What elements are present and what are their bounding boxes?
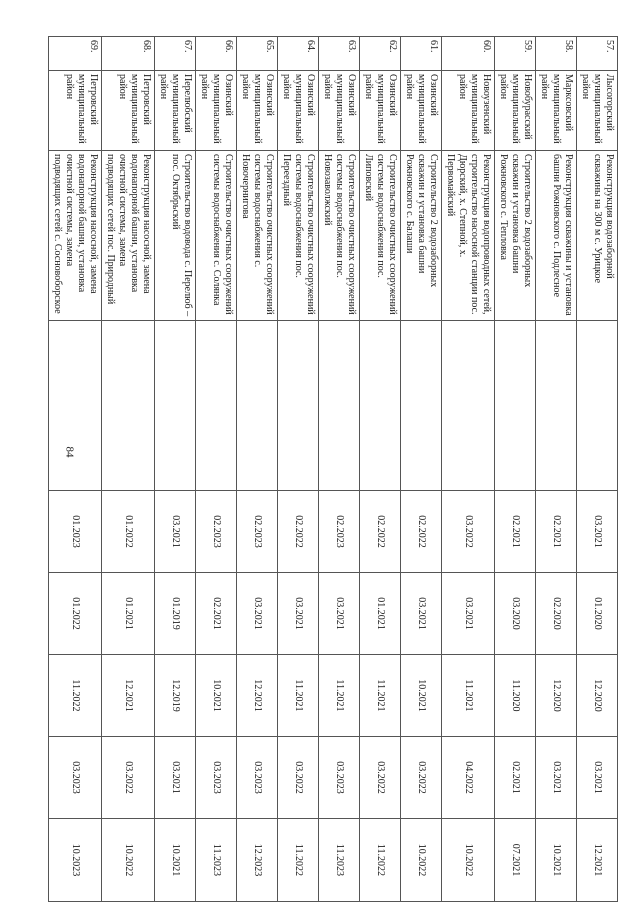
- date-cell-2: 03.2021: [237, 573, 278, 655]
- date-cell-1: 02.2021: [495, 491, 536, 573]
- table-row: [401, 37, 442, 902]
- date-cell-1: 01.2023: [49, 491, 102, 573]
- date-cell-3: 10.2021: [401, 655, 442, 737]
- district-cell: Озинский муниципальный район: [278, 71, 319, 151]
- table-row: [196, 37, 237, 902]
- date-cell-5: 11.2023: [196, 819, 237, 902]
- empty-cell: [360, 321, 401, 491]
- district-cell: Новоузенский муниципальный район: [442, 71, 495, 151]
- empty-cell: [401, 321, 442, 491]
- activity-cell: Строительство 2 водозаборных скважин и установка башни Рожновского с. Балаши: [401, 151, 442, 321]
- row-number: 58.: [536, 37, 577, 71]
- date-cell-4: 03.2023: [49, 737, 102, 819]
- date-cell-3: 10.2021: [196, 655, 237, 737]
- projects-table-body: [49, 37, 618, 902]
- activity-cell: Строительство 2 водозаборных скважин и установка башни Рожновского с. Тепловка: [495, 151, 536, 321]
- date-cell-4: 03.2023: [196, 737, 237, 819]
- empty-cell: [196, 321, 237, 491]
- district-cell: Озинский муниципальный район: [319, 71, 360, 151]
- table-row: [155, 37, 196, 902]
- date-cell-5: 10.2021: [155, 819, 196, 902]
- date-cell-2: 03.2021: [319, 573, 360, 655]
- date-cell-2: 01.2019: [155, 573, 196, 655]
- row-number: 64.: [278, 37, 319, 71]
- activity-cell: Строительство водовода с. Перелюб – пос. Октябрьский: [155, 151, 196, 321]
- empty-cell: [319, 321, 360, 491]
- activity-cell: Строительство очистных сооружений системы водоснабжения пос. Переездный: [278, 151, 319, 321]
- activity-cell: Строительство очистных сооружений системы водоснабжения пос. Новозаволжский: [319, 151, 360, 321]
- date-cell-5: 12.2023: [237, 819, 278, 902]
- empty-cell: [495, 321, 536, 491]
- district-cell: Лысогорский муниципальный район: [577, 71, 618, 151]
- row-number: 66.: [196, 37, 237, 71]
- activity-cell: Реконструкция насосной, замена водонапорной башни, установка очистной системы, замена подводящих сетей пос. Природный: [102, 151, 155, 321]
- date-cell-2: 02.2021: [196, 573, 237, 655]
- date-cell-2: 03.2021: [442, 573, 495, 655]
- date-cell-4: 03.2022: [278, 737, 319, 819]
- date-cell-4: 03.2022: [360, 737, 401, 819]
- row-number: 60.: [442, 37, 495, 71]
- date-cell-1: 02.2022: [360, 491, 401, 573]
- date-cell-3: 11.2021: [319, 655, 360, 737]
- date-cell-5: 11.2022: [360, 819, 401, 902]
- date-cell-4: 04.2022: [442, 737, 495, 819]
- date-cell-2: 01.2021: [102, 573, 155, 655]
- date-cell-3: 12.2021: [102, 655, 155, 737]
- table-row: [237, 37, 278, 902]
- date-cell-5: 11.2023: [319, 819, 360, 902]
- row-number: 59.: [495, 37, 536, 71]
- date-cell-2: 03.2021: [278, 573, 319, 655]
- table-row: [442, 37, 495, 902]
- row-number: 67.: [155, 37, 196, 71]
- table-row: [495, 37, 536, 902]
- empty-cell: [155, 321, 196, 491]
- empty-cell: [442, 321, 495, 491]
- empty-cell: [278, 321, 319, 491]
- date-cell-3: 11.2021: [442, 655, 495, 737]
- district-cell: Озинский муниципальный район: [360, 71, 401, 151]
- table-row: [278, 37, 319, 902]
- district-cell: Петровский муниципальный район: [49, 71, 102, 151]
- date-cell-5: 10.2022: [442, 819, 495, 902]
- district-cell: Перелюбский муниципальный район: [155, 71, 196, 151]
- district-cell: Новобурасский муниципальный район: [495, 71, 536, 151]
- date-cell-1: 01.2022: [102, 491, 155, 573]
- district-cell: Марксовский муниципальный район: [536, 71, 577, 151]
- date-cell-1: 03.2021: [155, 491, 196, 573]
- date-cell-2: 03.2021: [401, 573, 442, 655]
- date-cell-3: 12.2021: [237, 655, 278, 737]
- table-row: [319, 37, 360, 902]
- date-cell-3: 12.2020: [577, 655, 618, 737]
- district-cell: Озинский муниципальный район: [196, 71, 237, 151]
- date-cell-1: 02.2021: [536, 491, 577, 573]
- row-number: 69.: [49, 37, 102, 71]
- date-cell-4: 03.2021: [536, 737, 577, 819]
- row-number: 62.: [360, 37, 401, 71]
- activity-cell: Строительство очистных сооружений системы водоснабжения с. Новочернигова: [237, 151, 278, 321]
- activity-cell: Строительство очистных сооружений системы водоснабжения пос. Липовский: [360, 151, 401, 321]
- date-cell-2: 01.2020: [577, 573, 618, 655]
- empty-cell: [49, 321, 102, 491]
- activity-cell: Строительство очистных сооружений системы водоснабжения с. Солянка: [196, 151, 237, 321]
- date-cell-3: 11.2022: [49, 655, 102, 737]
- date-cell-1: 03.2022: [442, 491, 495, 573]
- date-cell-1: 02.2023: [196, 491, 237, 573]
- table-row: [49, 37, 102, 902]
- date-cell-1: 02.2023: [237, 491, 278, 573]
- date-cell-4: 03.2022: [401, 737, 442, 819]
- date-cell-2: 01.2022: [49, 573, 102, 655]
- date-cell-4: 02.2021: [495, 737, 536, 819]
- empty-cell: [536, 321, 577, 491]
- activity-cell: Реконструкция водопроводных сетей, строительство насосной станции пос. Дюрский, х. Степной, х. Первомайский: [442, 151, 495, 321]
- date-cell-5: 10.2022: [102, 819, 155, 902]
- date-cell-5: 10.2021: [536, 819, 577, 902]
- row-number: 57.: [577, 37, 618, 71]
- page-number: 84: [63, 446, 76, 458]
- date-cell-2: 02.2020: [536, 573, 577, 655]
- empty-cell: [577, 321, 618, 491]
- date-cell-2: 01.2021: [360, 573, 401, 655]
- date-cell-3: 12.2020: [536, 655, 577, 737]
- date-cell-4: 03.2021: [155, 737, 196, 819]
- date-cell-3: 11.2021: [278, 655, 319, 737]
- table-row: [577, 37, 618, 902]
- activity-cell: Реконструкция водозаборной скважины на 300 м с. Урицкое: [577, 151, 618, 321]
- row-number: 61.: [401, 37, 442, 71]
- date-cell-4: 03.2023: [319, 737, 360, 819]
- date-cell-4: 03.2022: [102, 737, 155, 819]
- date-cell-1: 02.2022: [278, 491, 319, 573]
- date-cell-5: 10.2022: [401, 819, 442, 902]
- table-row: [102, 37, 155, 902]
- row-number: 68.: [102, 37, 155, 71]
- row-number: 63.: [319, 37, 360, 71]
- empty-cell: [237, 321, 278, 491]
- projects-table: [48, 36, 618, 902]
- date-cell-5: 07.2021: [495, 819, 536, 902]
- date-cell-1: 02.2022: [401, 491, 442, 573]
- date-cell-4: 03.2021: [577, 737, 618, 819]
- date-cell-5: 10.2023: [49, 819, 102, 902]
- date-cell-4: 03.2023: [237, 737, 278, 819]
- date-cell-3: 12.2019: [155, 655, 196, 737]
- date-cell-5: 12.2021: [577, 819, 618, 902]
- date-cell-1: 02.2023: [319, 491, 360, 573]
- table-row: [360, 37, 401, 902]
- district-cell: Озинский муниципальный район: [401, 71, 442, 151]
- district-cell: Петровский муниципальный район: [102, 71, 155, 151]
- empty-cell: [102, 321, 155, 491]
- district-cell: Озинский муниципальный район: [237, 71, 278, 151]
- date-cell-3: 11.2021: [360, 655, 401, 737]
- activity-cell: Реконструкция насосной, замена водонапорной башни, установка очистной системы, замена подводящих сетей с. Сосновоборское: [49, 151, 102, 321]
- date-cell-5: 11.2022: [278, 819, 319, 902]
- table-row: [536, 37, 577, 902]
- date-cell-1: 03.2021: [577, 491, 618, 573]
- row-number: 65.: [237, 37, 278, 71]
- date-cell-2: 03.2020: [495, 573, 536, 655]
- date-cell-3: 11.2020: [495, 655, 536, 737]
- activity-cell: Реконструкция скважины и установка башни Рожновского с. Подлесное: [536, 151, 577, 321]
